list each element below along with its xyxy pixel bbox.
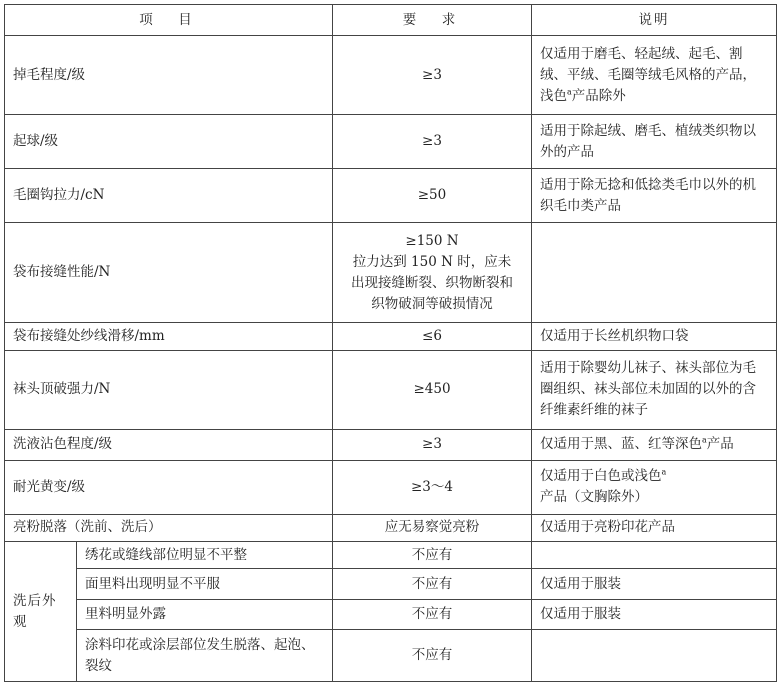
row-requirement: ≥3 [333,36,532,115]
row-note: 适用于除起绒、磨毛、植绒类织物以外的产品 [532,115,777,169]
subrow-requirement: 不应有 [333,569,532,599]
row-requirement: 应无易察觉亮粉 [333,514,532,541]
header-item: 项 目 [5,5,333,36]
row-item: 亮粉脱落（洗前、洗后） [5,514,333,541]
subrow-note: 仅适用于服装 [532,569,777,599]
row-requirement: ≥450 [333,350,532,429]
row-item: 洗液沾色程度/级 [5,429,333,460]
row-note: 仅适用于亮粉印花产品 [532,514,777,541]
table-row [5,514,777,541]
row-requirement: ≥3 [333,115,532,169]
row-note: 仅适用于长丝机织物口袋 [532,323,777,350]
subrow-requirement: 不应有 [333,542,532,569]
row-note: 仅适用于磨毛、轻起绒、起毛、割绒、平绒、毛圈等绒毛风格的产品，浅色$^a$产品除外 [532,36,777,115]
table-row [5,461,777,515]
table-row [5,323,777,350]
subrow-item: 涂料印花或涂层部位发生脱落、起泡、裂纹 [77,630,333,682]
subrow-note [532,630,777,682]
row-item: 袋布接缝性能/N [5,222,333,322]
footnote-mark: a [661,467,667,477]
subrow-requirement: 不应有 [333,630,532,682]
subrow-note [532,542,777,569]
table-row [5,542,777,569]
table-row [5,350,777,429]
subrow-item: 面里料出现明显不平服 [77,569,333,599]
row-item: 耐光黄变/级 [5,461,333,515]
group-label: 洗后外观 [5,542,77,682]
table-row [5,169,777,223]
row-item: 掉毛程度/级 [5,36,333,115]
subrow-item: 里料明显外露 [77,599,333,629]
table-row [5,222,777,322]
row-requirement-detail: 拉力达到 150 N 时，应未出现接缝断裂、织物断裂和织物破洞等破损情况 [351,253,513,312]
row-note [532,222,777,322]
row-requirement: ≥50 [333,169,532,223]
row-note: 适用于除婴幼儿袜子、袜头部位为毛圈组织、袜头部位未加固的以外的含纤维素纤维的袜子 [532,350,777,429]
table-row [5,115,777,169]
header-requirement: 要 求 [333,5,532,36]
table-row [5,599,777,629]
header-row [5,5,777,36]
row-item: 起球/级 [5,115,333,169]
row-item: 袋布接缝处纱线滑移/mm [5,323,333,350]
row-requirement: ≥3～4 [333,461,532,515]
row-item: 毛圈钩拉力/cN [5,169,333,223]
row-requirement: ≥150 N 拉力达到 150 N 时，应未出现接缝断裂、织物断裂和织物破洞等破损情况 [333,222,532,322]
row-note: 仅适用于黑、蓝、红等深色$^a$产品 [532,429,777,460]
table-row [5,630,777,682]
header-note: 说明 [532,5,777,36]
subrow-note: 仅适用于服装 [532,599,777,629]
row-note: 适用于除无捻和低捻类毛巾以外的机织毛巾类产品 [532,169,777,223]
row-requirement: ≥3 [333,429,532,460]
table-row [5,36,777,115]
table-row [5,569,777,599]
row-item: 袜头顶破强力/N [5,350,333,429]
footnote-mark: a [702,435,707,445]
requirements-table [4,4,777,682]
row-requirement: ≤6 [333,323,532,350]
table-row [5,429,777,460]
footnote-mark: a [567,87,572,97]
subrow-item: 绣花或缝线部位明显不平整 [77,542,333,569]
subrow-requirement: 不应有 [333,599,532,629]
row-note: 仅适用于白色或浅色$^a$产品（文胸除外） [532,461,777,515]
